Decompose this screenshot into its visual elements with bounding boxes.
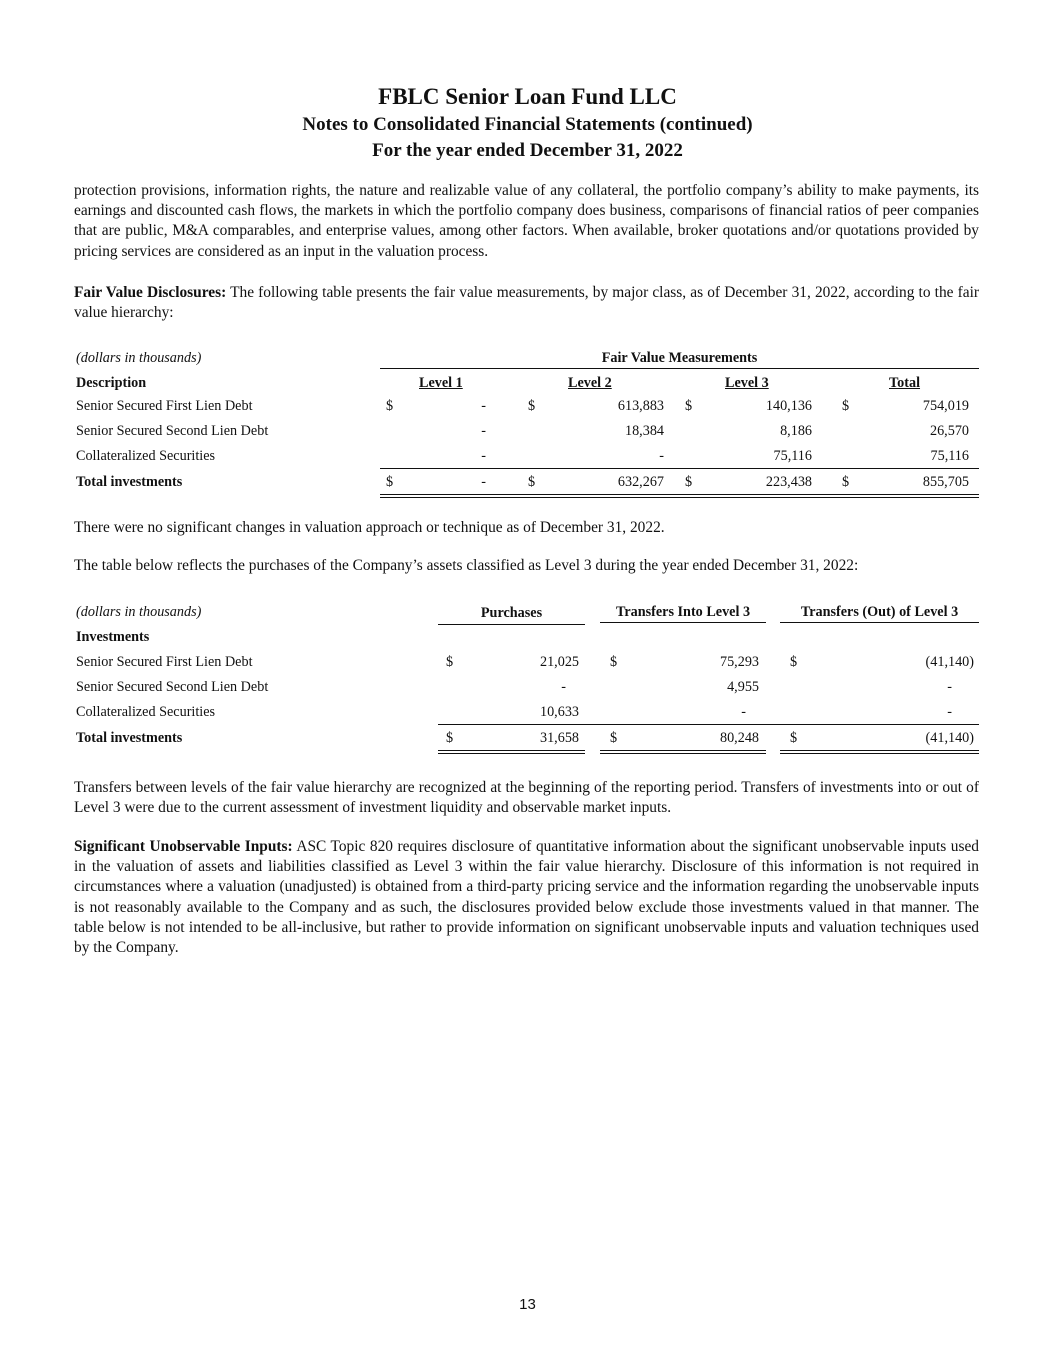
currency-symbol: $: [790, 654, 798, 670]
column-header-row: [74, 375, 979, 397]
statement-subtitle: Notes to Consolidated Financial Statements (continued): [302, 114, 753, 135]
transfers-into-total: 80,248: [719, 730, 759, 746]
transfers-out-value: -: [947, 679, 952, 695]
table-row: [74, 704, 979, 726]
level3-value: 140,136: [765, 398, 812, 414]
col-transfers-into: Transfers Into Level 3: [615, 604, 751, 620]
section-row: [74, 629, 979, 651]
level1-value: -: [481, 398, 486, 414]
transfers-out-total: (41,140): [925, 730, 974, 746]
total-double-rule: [380, 494, 979, 498]
col-level2: Level 2: [568, 375, 612, 391]
level3-value: 75,116: [773, 448, 812, 464]
purchases-header-rule: [438, 624, 585, 625]
currency-symbol: $: [842, 398, 850, 414]
currency-symbol: $: [446, 730, 454, 746]
col-transfers-out: Transfers (Out) of Level 3: [800, 604, 959, 620]
purchases-value: 21,025: [539, 654, 579, 670]
level2-value: -: [659, 448, 664, 464]
section-investments: Investments: [76, 629, 150, 645]
out-header-rule: [780, 622, 979, 623]
total-row: [74, 730, 979, 752]
row-label: Collateralized Securities: [76, 448, 216, 464]
col-description: Description: [76, 375, 147, 391]
unobservable-inputs-heading: Significant Unobservable Inputs:: [74, 838, 293, 855]
currency-symbol: $: [386, 474, 394, 490]
table-row: [74, 398, 979, 420]
currency-symbol: $: [685, 398, 693, 414]
statement-period: For the year ended December 31, 2022: [372, 140, 683, 161]
level1-value: -: [481, 423, 486, 439]
subtotal-rule: [380, 468, 979, 469]
row-label: Senior Secured Second Lien Debt: [76, 423, 269, 439]
total-value: 754,019: [922, 398, 969, 414]
table-row: [74, 448, 979, 470]
currency-symbol: $: [790, 730, 798, 746]
purchases-double-rule: [438, 750, 585, 754]
table-row: [74, 654, 979, 676]
unit-note: (dollars in thousands): [76, 604, 202, 620]
level1-value: -: [481, 448, 486, 464]
table-row: [74, 679, 979, 701]
row-label: Senior Secured First Lien Debt: [76, 398, 253, 414]
transfers-into-value: -: [741, 704, 746, 720]
subtotal-rule: [438, 724, 979, 725]
currency-symbol: $: [446, 654, 454, 670]
paragraph-fair-value-disclosures: [74, 283, 979, 323]
col-purchases: Purchases: [480, 605, 543, 621]
level3-total: 223,438: [765, 474, 812, 490]
unobservable-inputs-text: ASC Topic 820 requires disclosure of quantitative information about the significant unobservable inputs used in the valuation of assets and liabilities classified as Level 3 within the fair value hierarchy. Disclosure of this information is not required in circumstances where a valuation (unadjusted) is obtained from a third-party pricing service and the information regarding the unobservable inputs is not reasonably available to the Company and as such, the disclosures provided below exclude those investments valued in that manner. The table below is not intended to be all-inclusive, but rather to provide information on significant unobservable inputs and valuation techniques used by the Company.: [74, 838, 979, 957]
currency-symbol: $: [842, 474, 850, 490]
purchases-value: -: [561, 679, 566, 695]
unit-note: (dollars in thousands): [76, 350, 202, 366]
currency-symbol: $: [685, 474, 693, 490]
purchases-value: 10,633: [539, 704, 579, 720]
into-double-rule: [600, 750, 766, 754]
currency-symbol: $: [528, 398, 536, 414]
into-header-rule: [600, 622, 766, 623]
transfers-into-value: 4,955: [727, 679, 759, 695]
page-number: 13: [519, 1296, 536, 1313]
grand-total: 855,705: [922, 474, 969, 490]
header-rule: [380, 368, 979, 369]
fair-value-disclosures-text: The following table presents the fair value measurements, by major class, as of December 31, 2022, according to the fair value hierarchy:: [74, 284, 979, 322]
col-level1: Level 1: [419, 375, 463, 391]
paragraph-level3-purchases: The table below reflects the purchases of the Company’s assets classified as Level 3 during the year ended December 31, 2022:: [74, 557, 859, 574]
purchases-total: 31,658: [539, 730, 579, 746]
transfers-out-value: -: [947, 704, 952, 720]
total-value: 75,116: [930, 448, 969, 464]
paragraph-transfers: Transfers between levels of the fair value hierarchy are recognized at the beginning of the reporting period. Transfers of investments into or out of Level 3 were due to the current assessment of investment liquidity and observable market inputs.: [74, 779, 979, 817]
fair-value-disclosures-heading: Fair Value Disclosures:: [74, 284, 227, 301]
transfers-out-value: (41,140): [925, 654, 974, 670]
total-label: Total investments: [76, 474, 183, 490]
total-value: 26,570: [929, 423, 969, 439]
company-name: FBLC Senior Loan Fund LLC: [378, 84, 677, 109]
total-label: Total investments: [76, 730, 183, 746]
currency-symbol: $: [386, 398, 394, 414]
paragraph-valuation-factors: protection provisions, information rights, the nature and realizable value of any collateral, the portfolio company’s ability to make payments, its earnings and discounted cash flows, the markets in which the portfolio company does business, comparisons of financial ratios of peer companies that are public, M&A comparables, and enterprise values, among other factors. When available, broker quotations and/or quotations provided by pricing services are considered as an input in the valuation process.: [74, 182, 979, 260]
row-label: Senior Secured First Lien Debt: [76, 654, 253, 670]
col-level3: Level 3: [725, 375, 769, 391]
transfers-into-value: 75,293: [719, 654, 759, 670]
paragraph-no-changes: There were no significant changes in valuation approach or technique as of December 31, 2022.: [74, 519, 665, 536]
total-row: [74, 474, 979, 496]
row-label: Collateralized Securities: [76, 704, 216, 720]
level2-value: 18,384: [624, 423, 664, 439]
currency-symbol: $: [528, 474, 536, 490]
level2-total: 632,267: [617, 474, 664, 490]
out-double-rule: [780, 750, 979, 754]
row-label: Senior Secured Second Lien Debt: [76, 679, 269, 695]
level1-total: -: [481, 474, 486, 490]
level2-value: 613,883: [617, 398, 664, 414]
paragraph-unobservable-inputs: [74, 837, 979, 958]
page-header: [0, 82, 1055, 164]
fair-value-measurements-header: Fair Value Measurements: [601, 350, 758, 366]
currency-symbol: $: [610, 730, 618, 746]
col-total: Total: [889, 375, 921, 391]
currency-symbol: $: [610, 654, 618, 670]
table-row: [74, 423, 979, 445]
level3-value: 8,186: [780, 423, 812, 439]
